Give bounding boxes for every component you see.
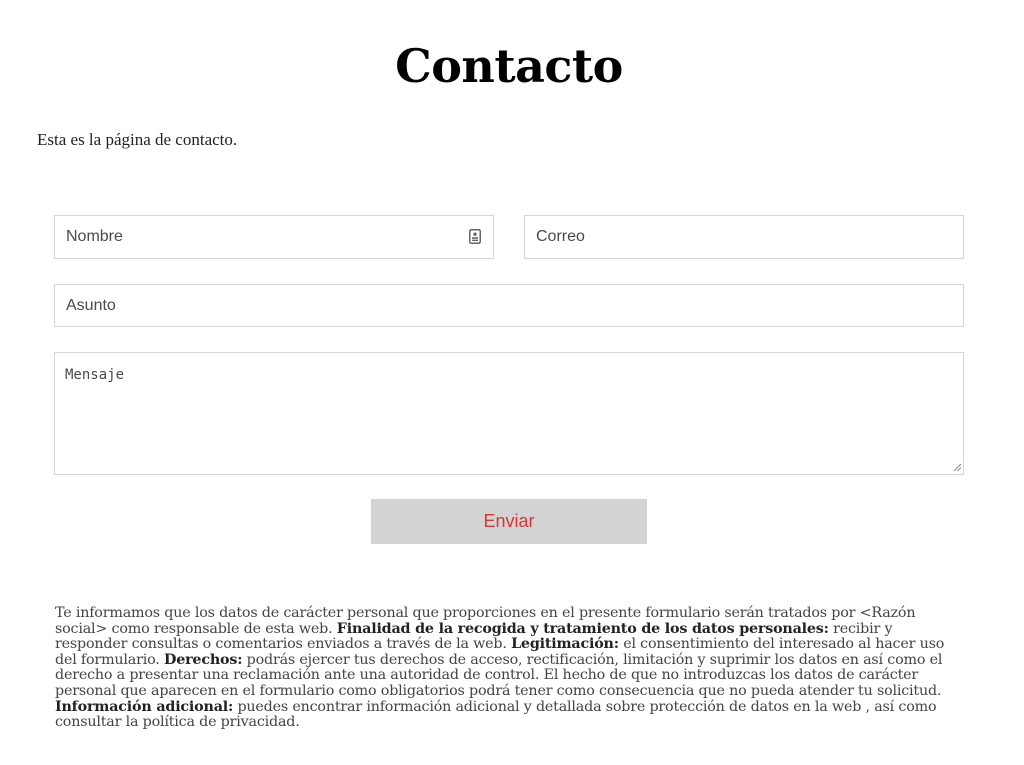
submit-button[interactable]: Enviar (371, 499, 647, 544)
privacy-notice-text: podrás ejercer tus derechos de acceso, rectificación, limitación y suprimir los datos en así como el derecho a presentar una reclamación ante una autoridad de control. El hecho de que no introduzcas los datos de carácter personal que aparecen en el formulario como obligatorios podrá tener como consecuencia que no pueda atender tu solicitud. (55, 651, 943, 699)
privacy-notice-text: recibir y responder consultas o comentarios enviados a través de la web. (55, 620, 893, 653)
email-field[interactable] (524, 215, 964, 259)
privacy-notice (55, 606, 963, 731)
resize-grip-icon[interactable] (952, 462, 962, 472)
privacy-heading-additional-info: Información adicional: (55, 698, 234, 715)
privacy-notice-text: Te informamos que los datos de carácter personal que proporciones en el presente formulario serán tratados por <Razón social> como responsable de esta web. (55, 605, 916, 637)
page-title: Contacto (395, 39, 623, 93)
subject-field[interactable] (54, 284, 964, 327)
privacy-notice-text: el consentimiento del interesado al hacer uso del formulario. (55, 636, 945, 668)
privacy-heading-rights: Derechos: (164, 651, 243, 668)
privacy-heading-purpose: Finalidad de la recogida y tratamiento de los datos personales: (336, 620, 829, 637)
name-field[interactable] (54, 215, 494, 259)
privacy-heading-legitimation: Legitimación: (511, 636, 619, 653)
intro-text: Esta es la página de contacto. (37, 130, 238, 149)
contact-card-icon[interactable] (469, 229, 481, 244)
privacy-notice-text: puedes encontrar información adicional y detallada sobre protección de datos en la web , así como consultar la política de privacidad. (55, 698, 937, 731)
message-field[interactable] (54, 352, 964, 475)
